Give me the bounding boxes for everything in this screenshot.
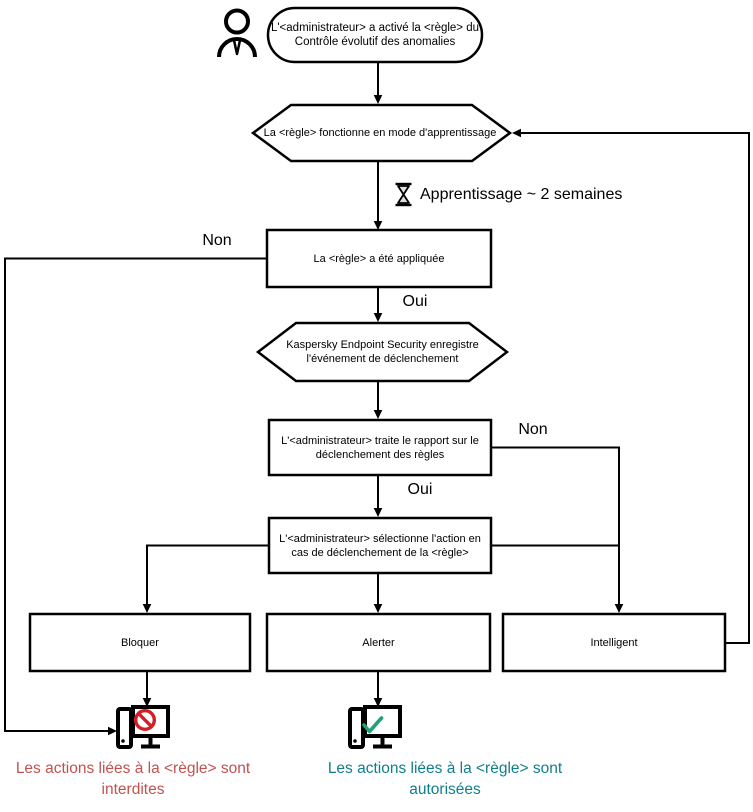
branch-label-non-1: Non	[202, 232, 232, 249]
learning-duration-label: Apprentissage ~ 2 semaines	[420, 186, 623, 203]
start-node-shape	[268, 8, 482, 62]
person-icon	[219, 11, 255, 58]
learning-mode-hexagon	[253, 105, 510, 161]
inform-rect	[267, 614, 490, 671]
block-action-label: Bloquer	[121, 636, 159, 649]
selects-action-rect	[269, 518, 491, 573]
node-shapes	[30, 8, 725, 671]
rule-applied-label: La <règle> a été appliquée	[313, 252, 445, 265]
blocked-outcome-text: Les actions liées à la <règle> sont interdites	[15, 760, 251, 798]
computer-blocked-icon	[118, 707, 168, 747]
learning-mode-label: La <règle> fonctionne en mode d'apprentissage	[263, 127, 497, 139]
computer-allowed-icon	[350, 707, 400, 747]
allowed-outcome-text: Les actions liées à la <règle> sont autorisées	[327, 760, 563, 798]
selects-action-label: L'<administrateur> sélectionne l'action en cas de déclenchement de la <règle>	[279, 532, 481, 559]
hourglass-icon	[396, 184, 412, 205]
branch-label-oui-2: Oui	[407, 481, 433, 498]
smart-rect	[503, 614, 725, 671]
block-rect	[30, 614, 250, 671]
inform-action-label: Alerter	[362, 636, 395, 649]
processes-report-label: L'<administrateur> traite le rapport sur le déclenchement des règles	[281, 434, 479, 461]
rule-applied-rect	[267, 230, 491, 287]
branch-label-non-2: Non	[518, 421, 548, 438]
prohibition-icon	[136, 711, 155, 730]
smart-action-label: Intelligent	[590, 636, 638, 649]
branch-label-oui-1: Oui	[402, 293, 428, 310]
processes-report-rect	[269, 420, 491, 475]
records-event-label: Kaspersky Endpoint Security enregistre l'événement de déclenchement	[286, 339, 479, 365]
records-event-hexagon	[258, 323, 507, 381]
start-node-label: L'<administrateur> a activé la <règle> du Contrôle évolutif des anomalies	[270, 22, 480, 48]
